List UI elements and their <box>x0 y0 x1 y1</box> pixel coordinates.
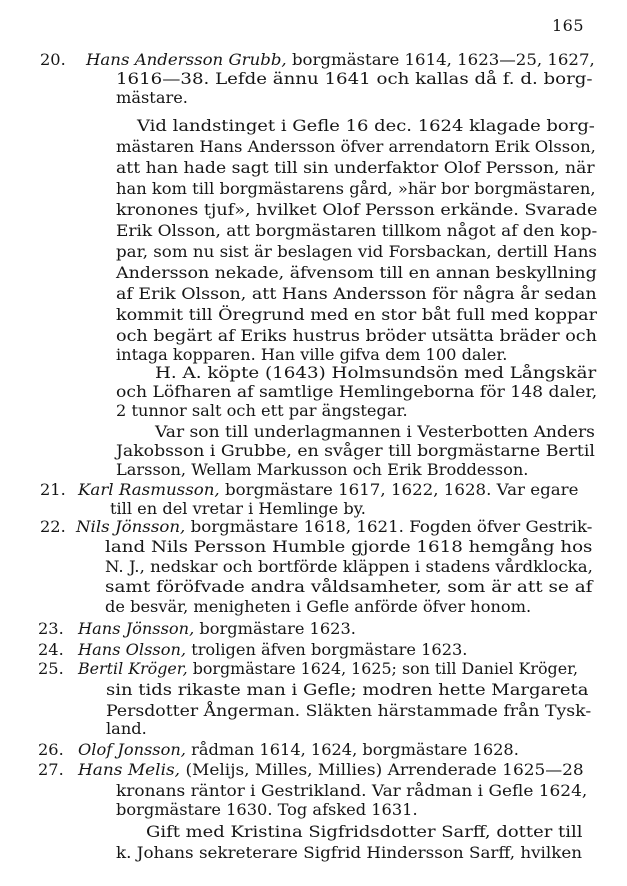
text-line: de besvär, menigheten i Gefle anförde öfver honom. <box>105 597 532 616</box>
text-line: borgmästare 1630. Tog afsked 1631. <box>116 800 418 819</box>
text-line: till en del vretar i Hemlinge by. <box>110 499 366 518</box>
entry-number: 20. <box>40 50 66 69</box>
entry-first-line <box>78 619 356 638</box>
text-line: 1616—38. Lefde ännu 1641 och kallas då f. d. borg- <box>116 69 593 88</box>
person-name: Hans Melis, <box>78 760 181 779</box>
person-name: Hans Andersson Grubb, <box>86 50 287 69</box>
entry-number: 26. <box>38 740 64 759</box>
text-line: mästaren Hans Andersson öfver arrendatorn Erik Olsson, <box>116 137 596 156</box>
person-name: Nils Jönsson, <box>76 517 186 536</box>
text-line: att han hade sagt till sin underfaktor Olof Persson, när <box>116 158 595 177</box>
text-line: kommit till Öregrund med en stor båt full med koppar <box>116 305 598 324</box>
text-line: borgmästare 1618, 1621. Fogden öfver Gestrik- <box>190 517 593 536</box>
text-line: k. Johans sekreterare Sigfrid Hindersson Sarff, hvilken <box>116 843 583 862</box>
text-line: borgmästare 1614, 1623—25, 1627, <box>291 50 595 69</box>
text-line: kronans räntor i Gestrikland. Var rådman i Gefle 1624, <box>116 781 588 800</box>
text-line: Andersson nekade, äfvensom till en annan beskyllning <box>116 263 597 282</box>
person-name: Hans Jönsson, <box>78 619 195 638</box>
entry-first-line <box>86 50 595 69</box>
entry-number: 24. <box>38 640 64 659</box>
text-line: land Nils Persson Humble gjorde 1618 hemgång hos <box>105 537 593 556</box>
text-line: Gift med Kristina Sigfridsdotter Sarff, dotter till <box>146 822 583 841</box>
person-name: Bertil Kröger, <box>78 659 188 678</box>
entry-first-line <box>78 640 467 659</box>
text-line: af Erik Olsson, att Hans Andersson för några år sedan <box>116 284 597 303</box>
text-line: Jakobsson i Grubbe, en svåger till borgmästarne Bertil <box>116 441 595 460</box>
text-line: N. J., nedskar och bortförde kläppen i stadens vårdklocka, <box>105 557 593 576</box>
entry-first-line <box>78 740 519 759</box>
person-name: Karl Rasmusson, <box>78 480 220 499</box>
entry-number: 23. <box>38 619 64 638</box>
entry-number: 21. <box>40 480 66 499</box>
text-line: mästare. <box>116 88 188 107</box>
text-line: borgmästare 1617, 1622, 1628. Var egare <box>225 480 579 499</box>
entry-number: 25. <box>38 659 64 678</box>
text-line: borgmästare 1624, 1625; son till Daniel Kröger, <box>192 659 578 678</box>
text-line: rådman 1614, 1624, borgmästare 1628. <box>191 740 519 759</box>
person-name: Hans Olsson, <box>78 640 187 659</box>
text-line: (Melijs, Milles, Millies) Arrenderade 1625—28 <box>185 760 584 779</box>
text-line: troligen äfven borgmästare 1623. <box>191 640 468 659</box>
text-line: och begärt af Eriks hustrus bröder utsätta bräder och <box>116 326 597 345</box>
entry-first-line <box>78 659 578 678</box>
page-number: 165 <box>552 16 585 35</box>
text-line: Larsson, Wellam Markusson och Erik Broddesson. <box>116 460 529 479</box>
text-line: kronones tjuf», hvilket Olof Persson erkände. Svarade <box>116 200 598 219</box>
text-line: och Löfharen af samtlige Hemlingeborna för 148 daler, <box>116 382 598 401</box>
text-line: intaga kopparen. Han ville gifva dem 100 daler. <box>116 345 508 364</box>
text-line: sin tids rikaste man i Gefle; modren hette Margareta <box>106 680 589 699</box>
person-name: Olof Jonsson, <box>78 740 186 759</box>
text-line: H. A. köpte (1643) Holmsundsön med Långskär <box>155 363 597 382</box>
text-line: Var son till underlagmannen i Vesterbotten Anders <box>155 422 595 441</box>
entry-number: 22. <box>40 517 66 536</box>
entry-first-line <box>78 480 578 499</box>
entry-first-line <box>78 760 584 779</box>
text-line: borgmästare 1623. <box>199 619 356 638</box>
entry-number: 27. <box>38 760 64 779</box>
text-line: land. <box>106 719 147 738</box>
text-line: han kom till borgmästarens gård, »här bor borgmästaren, <box>116 179 596 198</box>
text-line: par, som nu sist är beslagen vid Forsbackan, dertill Hans <box>116 242 597 261</box>
text-line: 2 tunnor salt och ett par ängstegar. <box>116 401 408 420</box>
text-line: Persdotter Ångerman. Släkten härstammade från Tysk- <box>106 701 592 720</box>
text-line: samt föröfvade andra våldsamheter, som är att se af <box>105 577 593 596</box>
text-line: Erik Olsson, att borgmästaren tillkom något af den kop- <box>116 221 598 240</box>
text-line: Vid landstinget i Gefle 16 dec. 1624 klagade borg- <box>137 116 595 135</box>
entry-first-line <box>76 517 592 536</box>
